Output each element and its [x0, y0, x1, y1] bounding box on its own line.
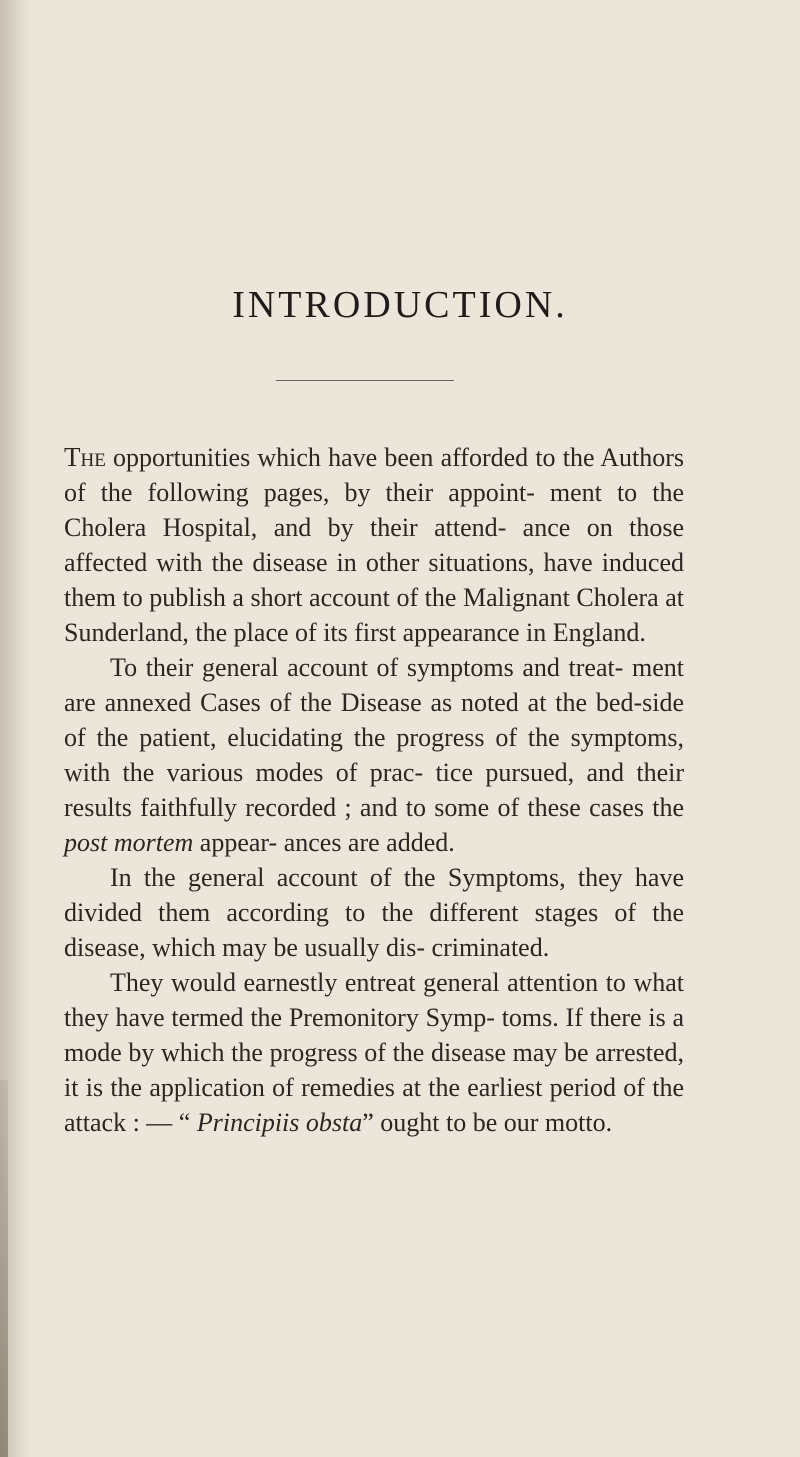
paragraph-4 — [64, 965, 684, 1140]
paragraph-2-text-after: appear- ances are added. — [193, 828, 455, 857]
paragraph-2 — [64, 650, 684, 860]
paragraph-1-text: opportunities which have been afforded to the Authors of the following pages, by their appoint- ment to the Cholera Hospital, and by their attend- ance on those affected with the disease in other situations, have induced them to publish a short account of the Malignant Cholera at Sunderland, the place of its first appearance in England. — [64, 443, 685, 647]
paragraph-2-italic: post mortem — [64, 828, 194, 857]
paragraph-2-text-before: To their general account of symptoms and treat- ment are annexed Cases of the Disease as noted at the bed-side of the patient, elucidating the progress of the symptoms, with the various modes of prac- tice pursued, and their results faithfully recorded ; and to some of these cases the — [64, 653, 684, 822]
paragraph-4-italic: Principiis obsta — [196, 1108, 363, 1137]
page-title: INTRODUCTION. — [232, 284, 568, 326]
title-divider — [276, 380, 454, 381]
introduction-text — [64, 440, 684, 1140]
opening-word: The — [64, 442, 106, 472]
paragraph-3: In the general account of the Symptoms, they have divided them according to the different stages of the disease, which may be usually dis- criminated. — [64, 863, 684, 962]
paragraph-4-text-before: They would earnestly entreat general attention to what they have termed the Premonitory Symp- toms. If there is a mode by which the progress of the disease may be arrested, it is the application of remedies at the earliest period of the attack : — “ — [64, 968, 684, 1137]
paragraph-4-text-after: ” ought to be our motto. — [362, 1108, 613, 1137]
paragraph-1 — [64, 440, 684, 650]
page-binding-shadow — [0, 1080, 8, 1457]
